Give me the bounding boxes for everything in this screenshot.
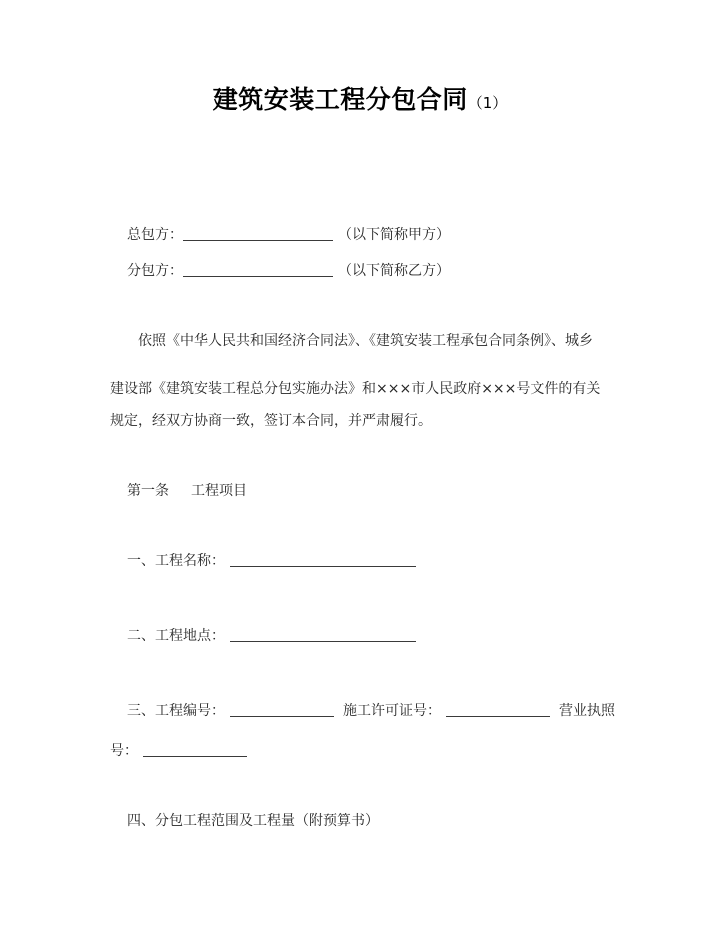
item-project-location [127, 626, 416, 646]
preamble-line-3 [110, 411, 630, 431]
item-project-name [127, 551, 416, 571]
party-label-subcontractor: 分包方： [127, 263, 183, 279]
item-subcontract-scope [127, 811, 379, 831]
item-label-project-code: 三、工程编号： [127, 703, 225, 719]
item-label-business-license-number: 号： [110, 743, 138, 759]
item-label-subcontract-scope: 四、分包工程范围及工程量（附预算书） [127, 813, 379, 829]
party-alias-general-contractor: （以下简称甲方） [338, 227, 450, 243]
item-label-construction-permit: 施工许可证号： [343, 703, 441, 719]
party-line-subcontractor [127, 261, 450, 281]
preamble-line-2 [110, 379, 630, 399]
item-label-project-name: 一、工程名称： [127, 553, 225, 569]
item-blank-construction-permit[interactable] [446, 703, 550, 717]
preamble-text-1: 依照《中华人民共和国经济合同法》、《建筑安装工程承包合同条例》、城乡 [138, 333, 593, 349]
item-blank-project-location[interactable] [230, 628, 416, 642]
article-number: 第一条 [127, 483, 169, 499]
item-project-numbers [127, 701, 615, 721]
party-blank-general-contractor[interactable] [183, 227, 333, 241]
party-line-general-contractor [127, 225, 450, 245]
page-title [0, 80, 720, 116]
preamble-text-3: 规定，经双方协商一致，签订本合同，并严肃履行。 [110, 413, 432, 429]
article-heading [127, 481, 247, 501]
preamble-text-2: 建设部《建筑安装工程总分包实施办法》和×××市人民政府×××号文件的有关 [110, 381, 601, 397]
page-title-suffix: （1） [467, 94, 508, 112]
party-alias-subcontractor: （以下简称乙方） [338, 263, 450, 279]
item-blank-project-name[interactable] [230, 553, 416, 567]
item-blank-business-license[interactable] [143, 743, 247, 757]
item-label-project-location: 二、工程地点： [127, 628, 225, 644]
item-project-numbers-wrap [110, 741, 247, 761]
preamble-line-1 [110, 331, 630, 351]
page-title-main: 建筑安装工程分包合同 [212, 85, 468, 114]
party-label-general-contractor: 总包方： [127, 227, 183, 243]
party-blank-subcontractor[interactable] [183, 263, 333, 277]
item-blank-project-code[interactable] [230, 703, 334, 717]
article-title: 工程项目 [191, 483, 247, 499]
item-label-business-license: 营业执照 [559, 703, 615, 719]
